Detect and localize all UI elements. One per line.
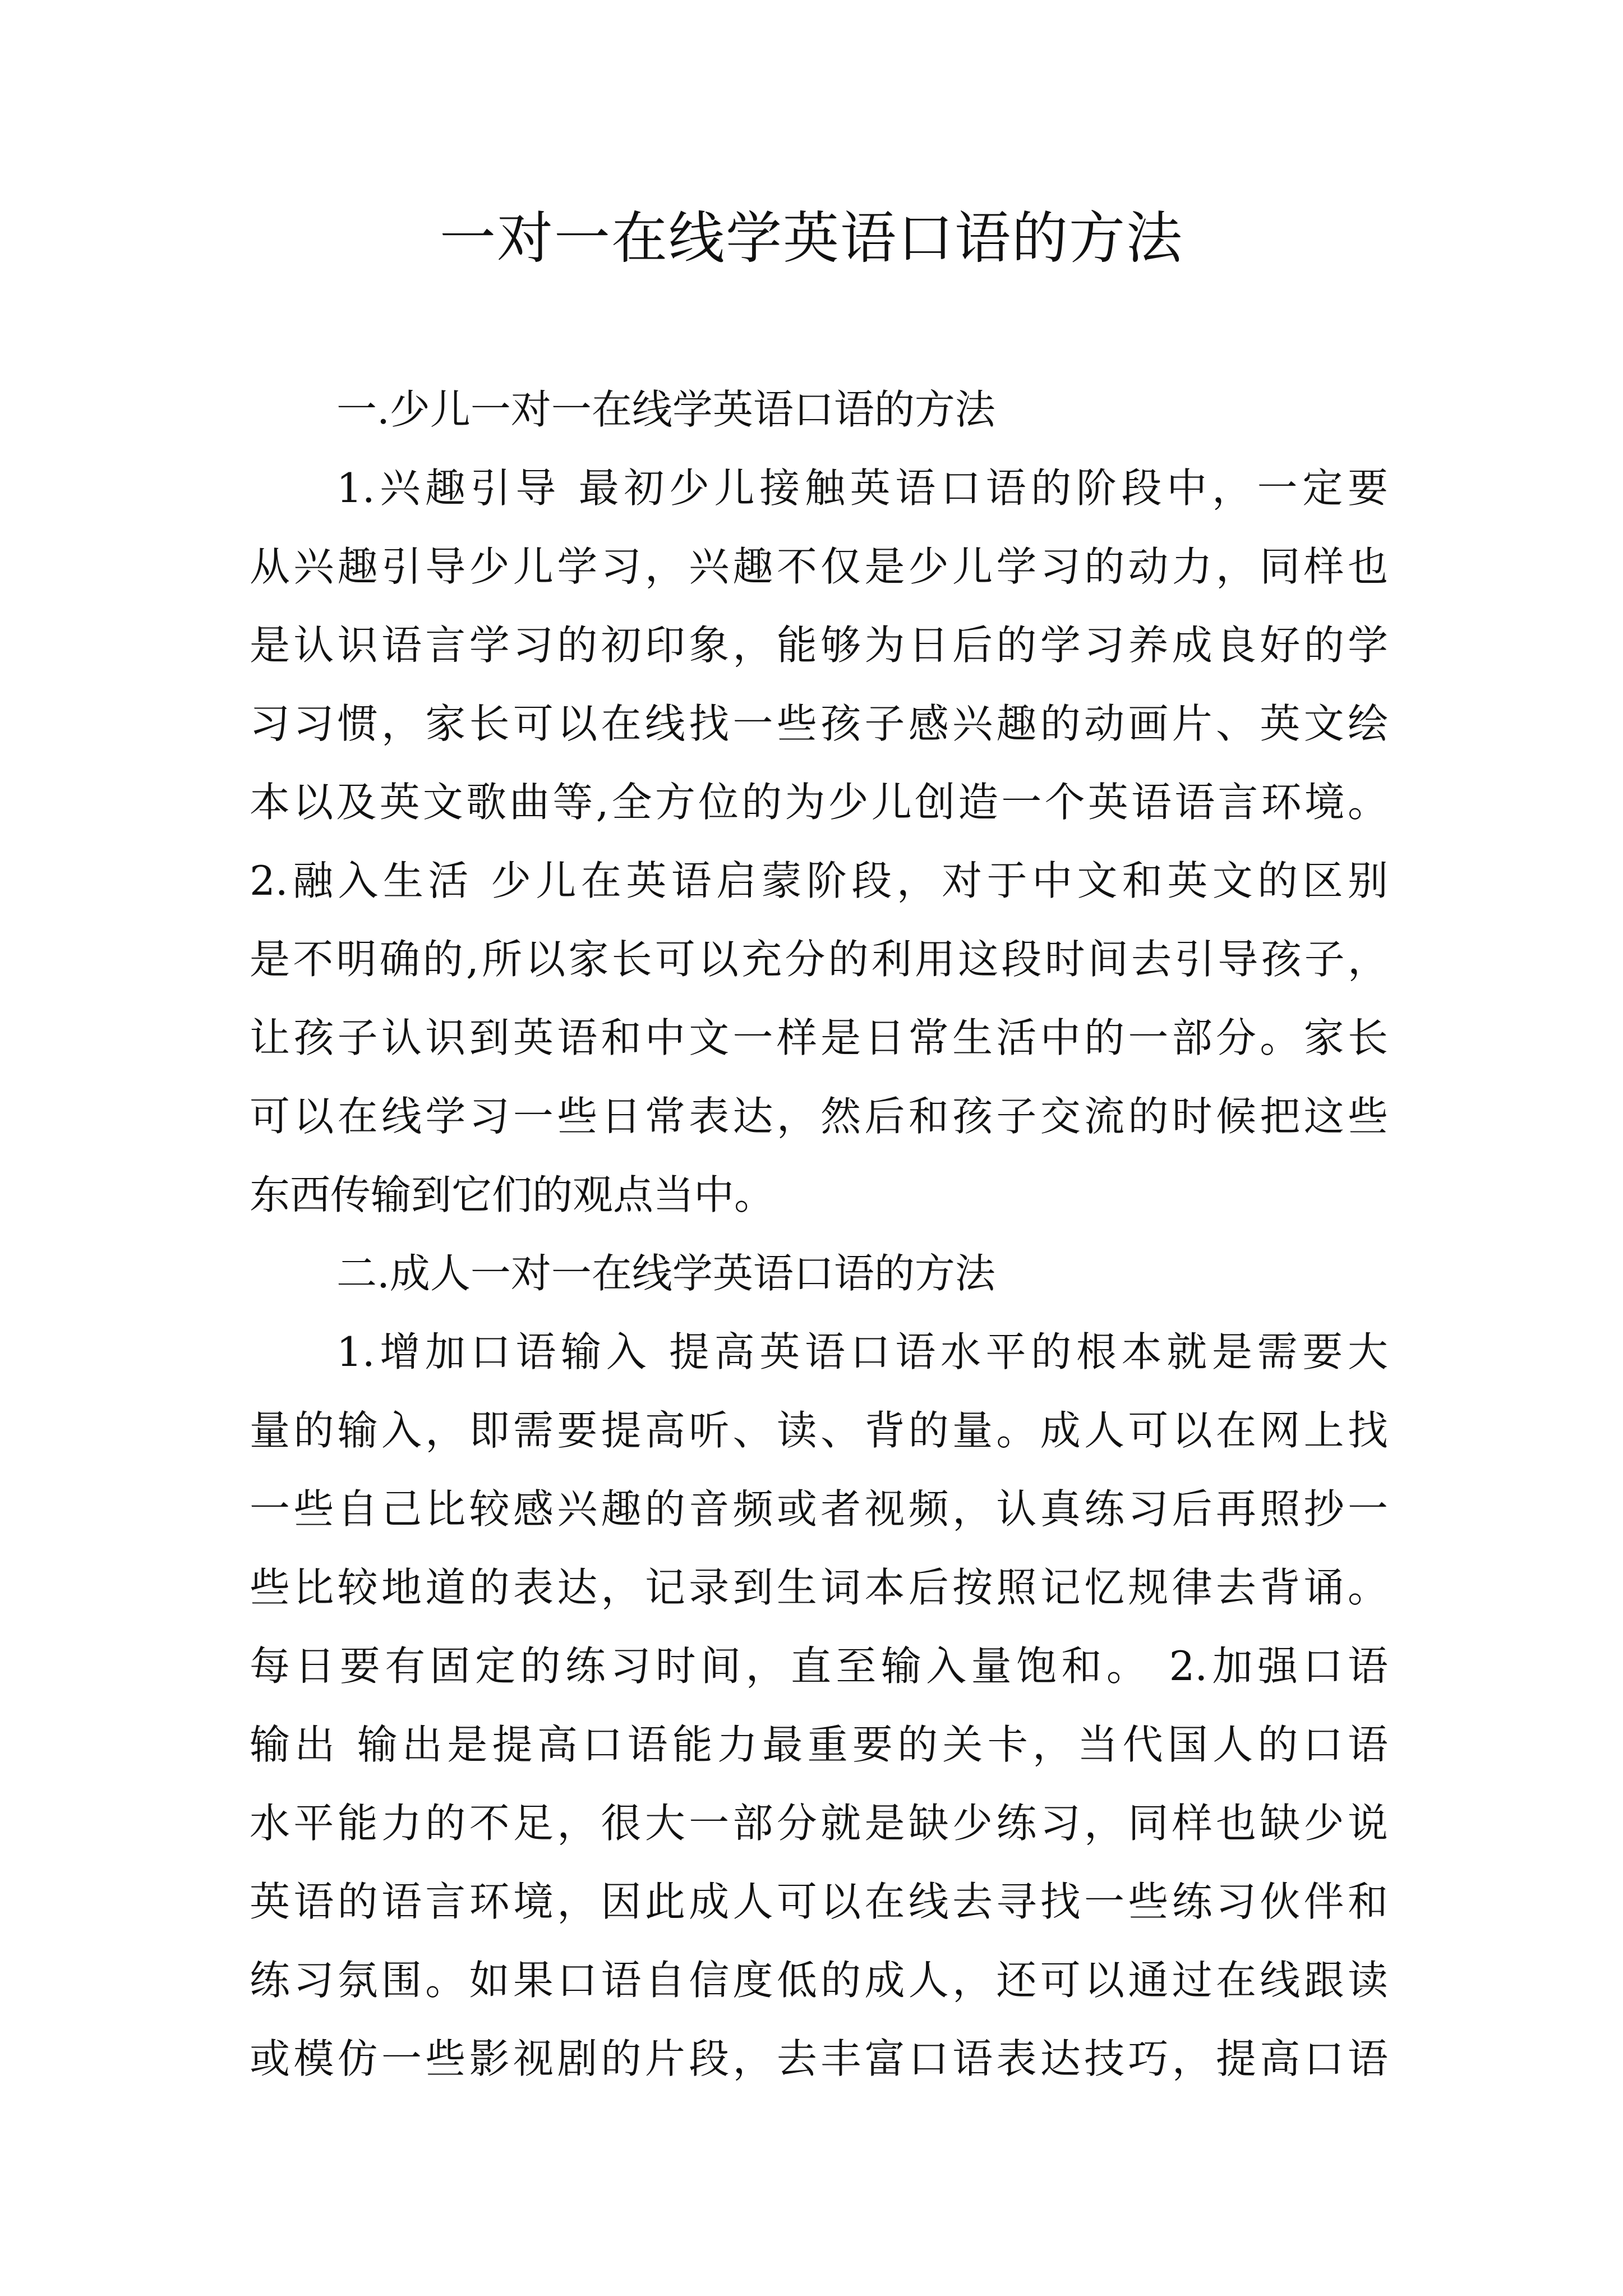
text-line: 从兴趣引导少儿学习，兴趣不仅是少儿学习的动力，同样也 — [250, 543, 1388, 590]
text-line: 练习氛围。如果口语自信度低的成人，还可以通过在线跟读 — [250, 1957, 1388, 2004]
text-line: 让孩子认识到英语和中文一样是日常生活中的一部分。家长 — [250, 1014, 1388, 1061]
text-line: 东西传输到它们的观点当中。 — [250, 1171, 775, 1218]
section-heading-1: 一.少儿一对一在线学英语口语的方法 — [336, 386, 995, 433]
text-line: 水平能力的不足，很大一部分就是缺少练习，同样也缺少说 — [250, 1800, 1388, 1847]
text-line: 些比较地道的表达，记录到生词本后按照记忆规律去背诵。 — [250, 1564, 1388, 1611]
section-heading-2: 二.成人一对一在线学英语口语的方法 — [336, 1250, 995, 1297]
text-line: 是认识语言学习的初印象，能够为日后的学习养成良好的学 — [250, 622, 1388, 669]
text-line: 一些自己比较感兴趣的音频或者视频，认真练习后再照抄一 — [250, 1485, 1388, 1533]
text-line: 1.增加口语输入 提高英语口语水平的根本就是需要大 — [336, 1328, 1388, 1375]
text-line: 英语的语言环境，因此成人可以在线去寻找一些练习伙伴和 — [250, 1878, 1388, 1925]
text-line: 本以及英文歌曲等,全方位的为少儿创造一个英语语言环境。 — [250, 779, 1388, 826]
text-line: 1.兴趣引导 最初少儿接触英语口语的阶段中，一定要 — [336, 464, 1388, 512]
text-line: 是不明确的,所以家长可以充分的利用这段时间去引导孩子， — [250, 936, 1388, 983]
text-line: 2.融入生活 少儿在英语启蒙阶段，对于中文和英文的区别 — [250, 857, 1388, 904]
text-line: 输出 输出是提高口语能力最重要的关卡，当代国人的口语 — [250, 1721, 1388, 1768]
text-line: 每日要有固定的练习时间，直至输入量饱和。 2.加强口语 — [250, 1642, 1388, 1690]
text-line: 习习惯，家长可以在线找一些孩子感兴趣的动画片、英文绘 — [250, 700, 1388, 747]
text-line: 可以在线学习一些日常表达，然后和孩子交流的时候把这些 — [250, 1093, 1388, 1140]
text-line: 量的输入，即需要提高听、读、背的量。成人可以在网上找 — [250, 1407, 1388, 1454]
text-line: 或模仿一些影视剧的片段，去丰富口语表达技巧，提高口语 — [250, 2035, 1388, 2082]
document-title: 一对一在线学英语口语的方法 — [440, 205, 1183, 271]
